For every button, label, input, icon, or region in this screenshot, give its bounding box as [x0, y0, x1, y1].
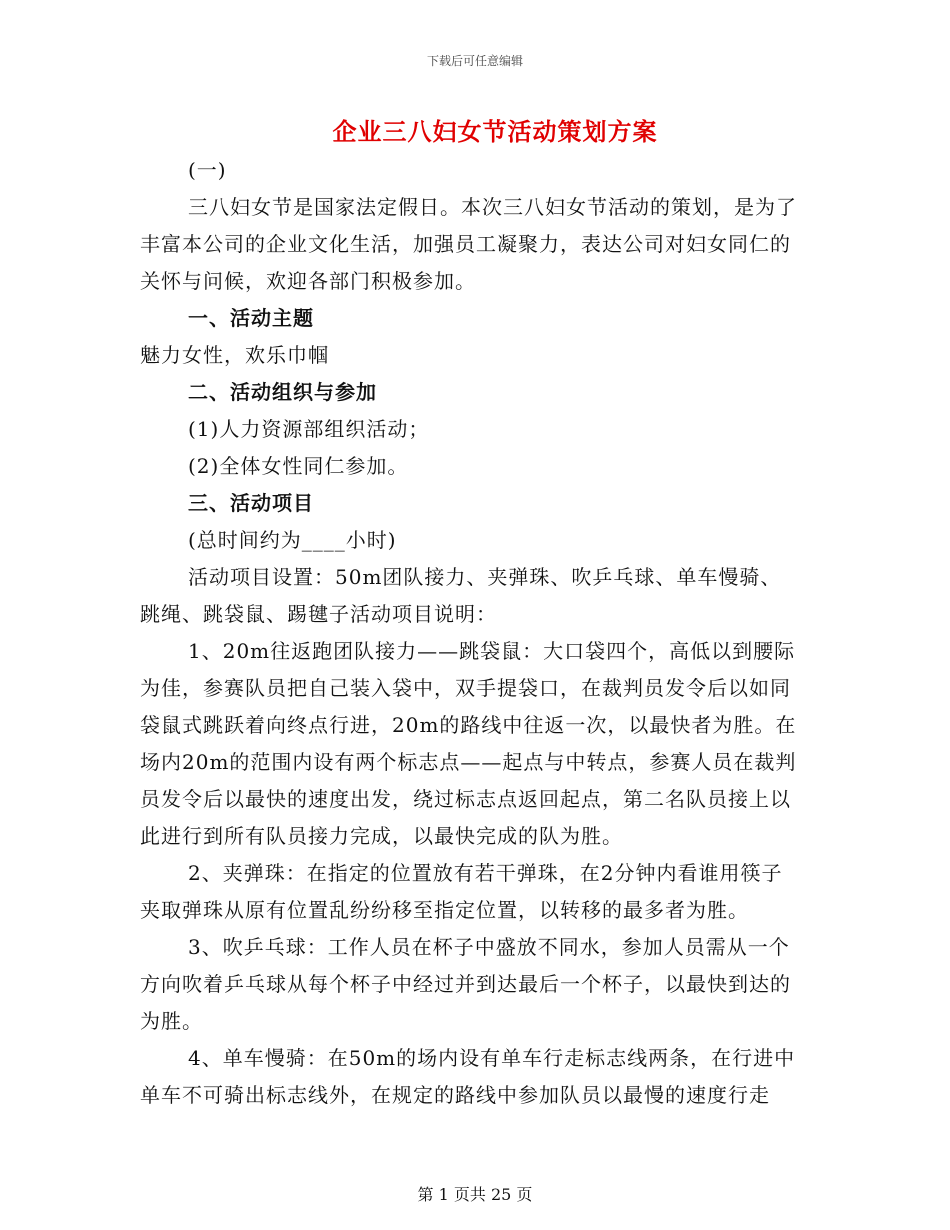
document-body	[140, 152, 800, 1114]
heading-theme: 一、活动主题	[188, 306, 314, 330]
intro-paragraph: 三八妇女节是国家法定假日。本次三八妇女节活动的策划，是为了丰富本公司的企业文化生活，加强员工凝聚力，表达公司对妇女同仁的关怀与问候，欢迎各部门积极参加。	[140, 195, 797, 293]
header-note: 下载后可任意编辑	[426, 54, 523, 68]
heading-activities: 三、活动项目	[188, 491, 314, 515]
heading-organization: 二、活动组织与参加	[188, 380, 377, 404]
activities-overview: 活动项目设置：50m团队接力、夹弹珠、吹乒乓球、单车慢骑、跳绳、跳袋鼠、踢毽子活动项目说明：	[140, 565, 782, 626]
document-title: 企业三八妇女节活动策划方案	[332, 117, 658, 146]
activity-kangaroo-relay: 1、20m往返跑团队接力——跳袋鼠：大口袋四个，高低以到腰际为佳，参赛队员把自己装入袋中，双手提袋口，在裁判员发令后以如同袋鼠式跳跃着向终点行进，20m的路线中往返一次，以最快者为胜。在场内20m的范围内设有两个标志点——起点与中转点，参赛人员在裁判员发令后以最快的速度出发，绕过标志点返回起点，第二名队员接上以此进行到所有队员接力完成，以最快完成的队为胜。	[140, 639, 797, 848]
theme-text: 魅力女性，欢乐巾帼	[140, 343, 329, 367]
activity-marbles: 2、夹弹珠：在指定的位置放有若干弹珠，在2分钟内看谁用筷子夹取弹珠从原有位置乱纷纷移至指定位置，以转移的最多者为胜。	[140, 861, 783, 922]
activity-ping-pong: 3、吹乒乓球：工作人员在杯子中盛放不同水，参加人员需从一个方向吹着乒乓球从每个杯子中经过并到达最后一个杯子，以最快到达的为胜。	[140, 935, 791, 1033]
page-number: 第 1 页共 25 页	[417, 1185, 533, 1204]
section-marker: (一)	[188, 158, 227, 182]
total-time-note: (总时间约为____小时)	[188, 528, 397, 552]
organization-item-2: (2)全体女性同仁参加。	[188, 454, 409, 478]
activity-slow-cycling: 4、单车慢骑：在50m的场内设有单车行走标志线两条，在行进中单车不可骑出标志线外，在规定的路线中参加队员以最慢的速度行走	[140, 1046, 796, 1107]
organization-item-1: (1)人力资源部组织活动；	[188, 417, 430, 441]
